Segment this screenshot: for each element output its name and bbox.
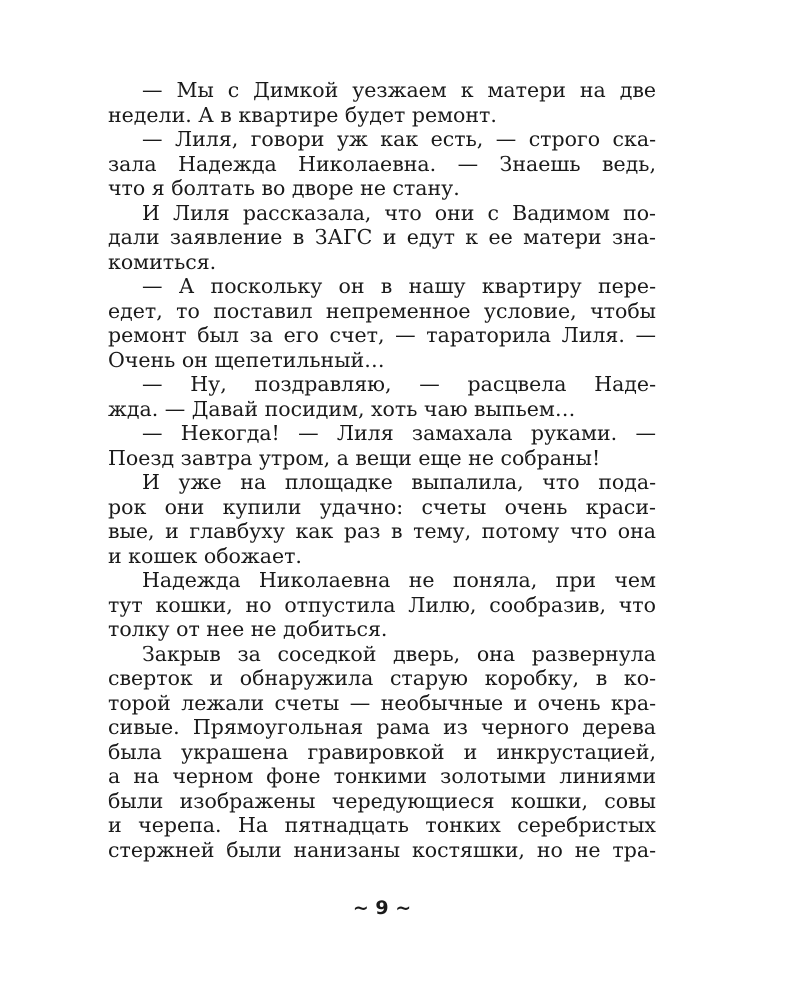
text-line: — Мы с Димкой уезжаем к матери на две (142, 78, 656, 102)
text-line: недели. А в квартире будет ремонт. (108, 102, 497, 127)
text-line: И Лиля рассказала, что они с Вадимом по- (142, 200, 656, 225)
text-line: Очень он щепетильный… (108, 347, 385, 372)
text-line: жда. — Давай посидим, хоть чаю выпьем… (108, 396, 576, 421)
text-line: комиться. (108, 249, 217, 274)
text-line: что я болтать во дворе не стану. (108, 176, 460, 200)
text-line: была украшена гравировкой и инкрустацией, (108, 739, 656, 764)
text-line: И уже на площадке выпалила, что пода- (142, 470, 656, 494)
text-line: Закрыв за соседкой дверь, она развернула (142, 641, 656, 666)
text-line: зала Надежда Николаевна. — Знаешь ведь, (108, 151, 656, 176)
text-line: — Некогда! — Лиля замахала руками. — (142, 421, 656, 445)
text-line: дали заявление в ЗАГС и едут к ее матери зна- (108, 225, 656, 249)
text-line: толку от нее не добиться. (108, 617, 388, 641)
text-line: Поезд завтра утром, а вещи еще не собраны! (108, 445, 601, 470)
text-line: были изображены чередующиеся кошки, совы (108, 788, 656, 813)
text-line: — Лиля, говори уж как есть, — строго ска- (142, 127, 656, 151)
text-line: едет, то поставил непременное условие, чтобы (108, 298, 656, 323)
text-line: — Ну, поздравляю, — расцвела Наде- (142, 372, 656, 396)
text-line: и кошек обожает. (108, 543, 302, 568)
text-line: — А поскольку он в нашу квартиру пере- (142, 274, 656, 298)
text-line: а на черном фоне тонкими золотыми линиями (108, 764, 656, 788)
text-line: сверток и обнаружила старую коробку, в ко- (108, 666, 656, 690)
page-number: ~ 9 ~ (352, 897, 412, 919)
text-line: рок они купили удачно: счеты очень краси- (108, 494, 656, 519)
text-line: ремонт был за его счет, — тараторила Лиля. — (108, 323, 656, 347)
text-line: сивые. Прямоугольная рама из черного дерева (108, 715, 656, 739)
text-line: тут кошки, но отпустила Лилю, сообразив, что (108, 592, 656, 617)
text-line: стержней были нанизаны костяшки, но не тра- (108, 837, 656, 862)
text-line: вые, и главбуху как раз в тему, потому что она (108, 519, 656, 543)
text-line: торой лежали счеты — необычные и очень кра- (108, 690, 656, 715)
text-line: Надежда Николаевна не поняла, при чем (142, 568, 656, 592)
text-line: и черепа. На пятнадцать тонких серебристых (108, 813, 656, 837)
body-text (108, 78, 656, 862)
